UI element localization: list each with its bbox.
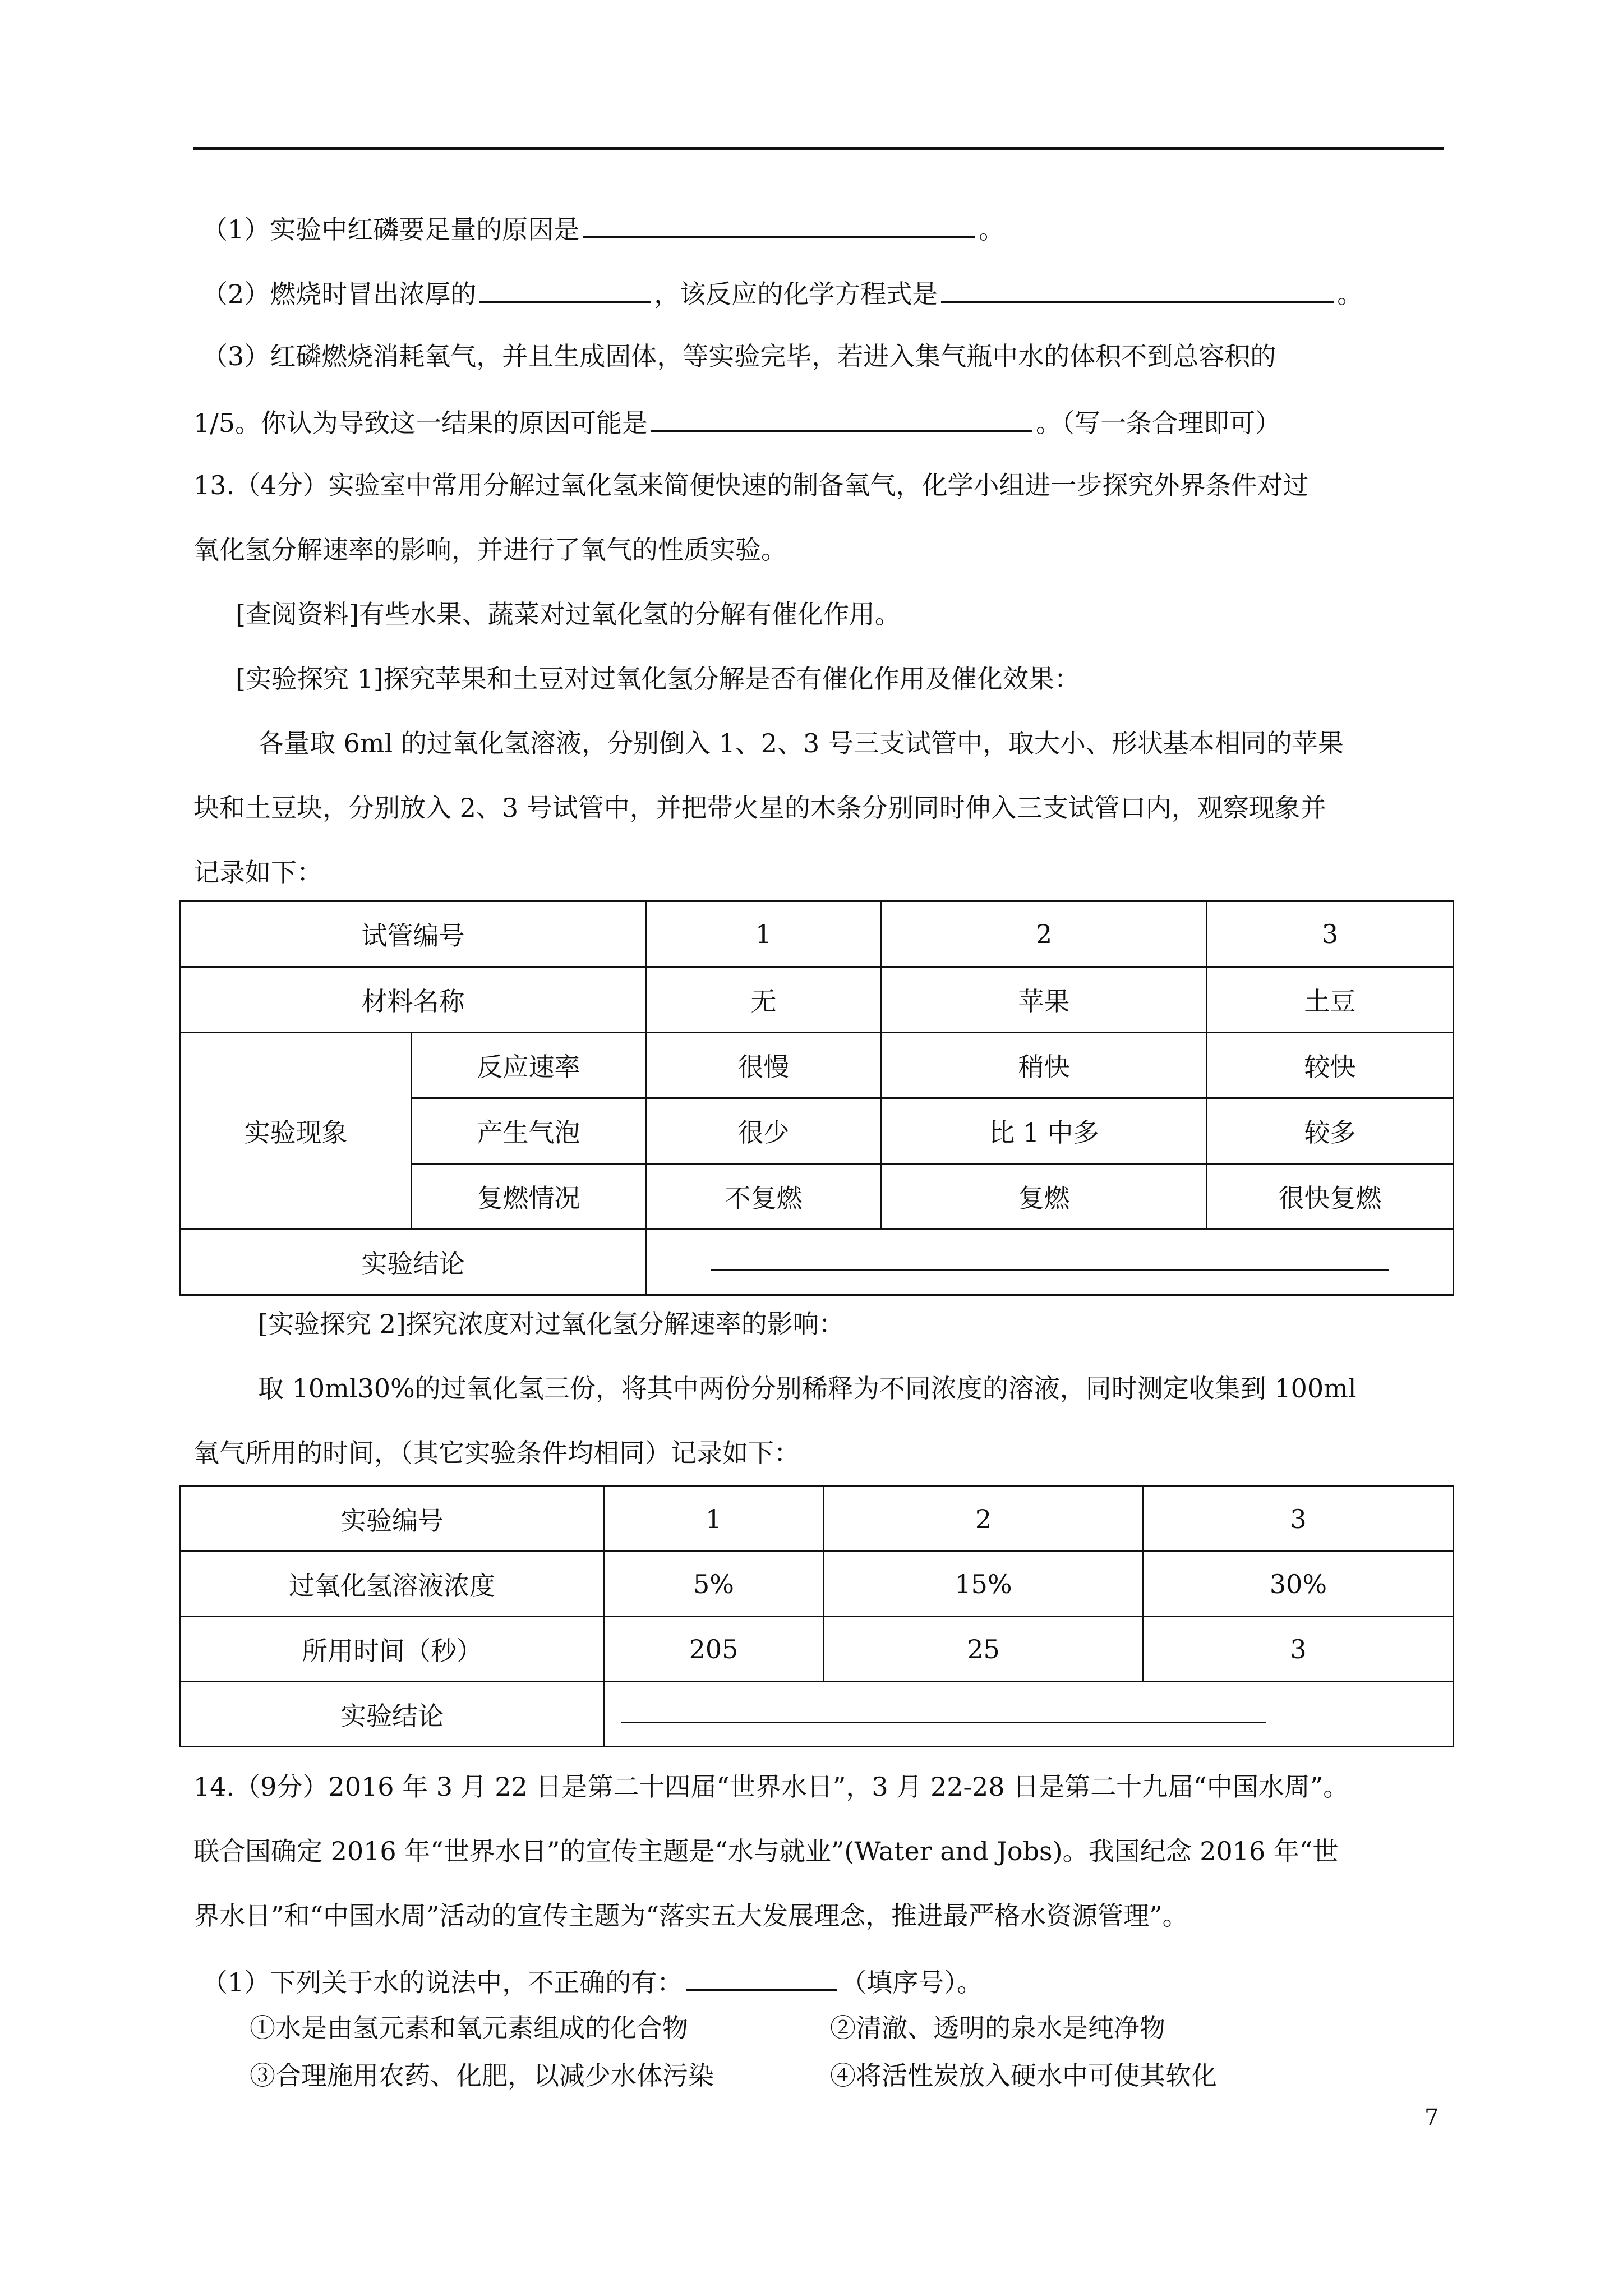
q13-exp1-title: [实验探究 1]探究苹果和土豆对过氧化氢分解是否有催化作用及催化效果： (236, 664, 1080, 694)
concentration-header: 过氧化氢溶液浓度 (181, 1552, 604, 1617)
reaction-rate-2: 稍快 (882, 1033, 1207, 1098)
q13-exp2-desc-line1: 取 10ml30%的过氧化氢三份，将其中两份分别稀释为不同浓度的溶液，同时测定收集到 100ml (258, 1373, 1357, 1404)
time-1: 205 (604, 1617, 824, 1682)
tube-number-header: 试管编号 (181, 901, 646, 967)
q14-intro-line1: 14.（9分）2016 年 3 月 22 日是第二十四届“世界水日”，3 月 22-28 日是第二十九届“中国水周”。 (193, 1772, 1349, 1802)
material-2: 苹果 (882, 967, 1207, 1033)
concentration-1: 5% (604, 1552, 824, 1617)
q12-part1-answer-blank[interactable] (583, 210, 975, 238)
q13-info: [查阅资料]有些水果、蔬菜对过氧化氢的分解有催化作用。 (236, 599, 901, 629)
reignite-1: 不复燃 (646, 1164, 882, 1230)
q14-option-2: ②清澈、透明的泉水是纯净物 (830, 2013, 1165, 2043)
tube-3: 3 (1207, 901, 1454, 967)
concentration-3: 30% (1144, 1552, 1454, 1617)
exp-id-2: 2 (824, 1487, 1144, 1552)
q13-exp2-title: [实验探究 2]探究浓度对过氧化氢分解速率的影响： (258, 1309, 845, 1339)
material-header: 材料名称 (181, 967, 646, 1033)
q14-part1-end: （填序号）。 (841, 1967, 983, 1998)
q12-part2-text-b: ，该反应的化学方程式是 (654, 279, 938, 309)
header-rule (193, 147, 1444, 150)
q14-option-1: ①水是由氢元素和氧元素组成的化合物 (250, 2013, 688, 2043)
reaction-rate-1: 很慢 (646, 1033, 882, 1098)
reaction-rate-3: 较快 (1207, 1033, 1454, 1098)
exp2-conclusion-blank[interactable] (621, 1705, 1266, 1723)
q12-part2 (202, 275, 1363, 311)
bubbles-label: 产生气泡 (412, 1098, 646, 1164)
q14-part1-text: （1）下列关于水的说法中，不正确的有： (202, 1967, 683, 1998)
q14-option-4: ④将活性炭放入硬水中可使其软化 (830, 2060, 1217, 2091)
q12-part3b-end: 。（写一条合理即可） (1036, 408, 1281, 438)
q14-intro-line3: 界水日”和“中国水周”活动的宣传主题为“落实五大发展理念，推进最严格水资源管理”。 (193, 1901, 1188, 1931)
q14-part1 (202, 1963, 983, 1999)
q14-intro-line2: 联合国确定 2016 年“世界水日”的宣传主题是“水与就业”(Water and Jobs)。我国纪念 2016 年“世 (193, 1836, 1339, 1866)
q12-part1-end: 。 (979, 214, 1005, 245)
exp-id-header: 实验编号 (181, 1487, 604, 1552)
phenomenon-header: 实验现象 (181, 1033, 412, 1230)
exp1-conclusion-blank[interactable] (711, 1253, 1389, 1271)
q14-part1-answer-blank[interactable] (686, 1963, 837, 1991)
q12-part2-text-a: （2）燃烧时冒出浓厚的 (202, 279, 477, 309)
page-number: 7 (1424, 2105, 1439, 2131)
q13-exp2-desc-line2: 氧气所用的时间，（其它实验条件均相同）记录如下： (193, 1438, 800, 1468)
q13-intro-line1: 13.（4分）实验室中常用分解过氧化氢来简便快速的制备氧气，化学小组进一步探究外界条件对过 (193, 470, 1309, 500)
q12-part1-text: （1）实验中红磷要足量的原因是 (202, 214, 580, 245)
q12-part2-blank-b[interactable] (941, 275, 1334, 303)
q12-part2-end: 。 (1337, 279, 1363, 309)
exp-id-1: 1 (604, 1487, 824, 1552)
exp1-table (179, 900, 1454, 1296)
exp2-conclusion-label: 实验结论 (181, 1682, 604, 1747)
bubbles-2: 比 1 中多 (882, 1098, 1207, 1164)
bubbles-1: 很少 (646, 1098, 882, 1164)
q12-part1 (202, 210, 1004, 246)
q13-exp1-desc-line3: 记录如下： (193, 857, 322, 887)
exp1-conclusion-cell (646, 1230, 1454, 1295)
q12-part3-answer-blank[interactable] (651, 404, 1032, 432)
reignite-2: 复燃 (882, 1164, 1207, 1230)
q12-part2-blank-a[interactable] (479, 275, 651, 303)
tube-2: 2 (882, 901, 1207, 967)
time-header: 所用时间（秒） (181, 1617, 604, 1682)
bubbles-3: 较多 (1207, 1098, 1454, 1164)
q14-option-3: ③合理施用农药、化肥，以减少水体污染 (250, 2060, 714, 2091)
tube-1: 1 (646, 901, 882, 967)
concentration-2: 15% (824, 1552, 1144, 1617)
q12-part3b (193, 404, 1281, 440)
q12-part3a: （3）红磷燃烧消耗氧气，并且生成固体，等实验完毕，若进入集气瓶中水的体积不到总容积的 (202, 341, 1276, 371)
reignite-label: 复燃情况 (412, 1164, 646, 1230)
q12-part3b-text: 1/5。你认为导致这一结果的原因可能是 (193, 408, 648, 438)
q13-exp1-desc-line1: 各量取 6ml 的过氧化氢溶液，分别倒入 1、2、3 号三支试管中，取大小、形状基本相同的苹果 (258, 728, 1344, 758)
material-1: 无 (646, 967, 882, 1033)
exp2-conclusion-cell (604, 1682, 1454, 1747)
exp1-conclusion-label: 实验结论 (181, 1230, 646, 1295)
q13-intro-line2: 氧化氢分解速率的影响，并进行了氧气的性质实验。 (193, 535, 787, 565)
q13-exp1-desc-line2: 块和土豆块，分别放入 2、3 号试管中，并把带火星的木条分别同时伸入三支试管口内，观察现象并 (193, 793, 1326, 823)
exp-id-3: 3 (1144, 1487, 1454, 1552)
time-2: 25 (824, 1617, 1144, 1682)
reaction-rate-label: 反应速率 (412, 1033, 646, 1098)
time-3: 3 (1144, 1617, 1454, 1682)
reignite-3: 很快复燃 (1207, 1164, 1454, 1230)
material-3: 土豆 (1207, 967, 1454, 1033)
exp2-table (179, 1485, 1454, 1747)
